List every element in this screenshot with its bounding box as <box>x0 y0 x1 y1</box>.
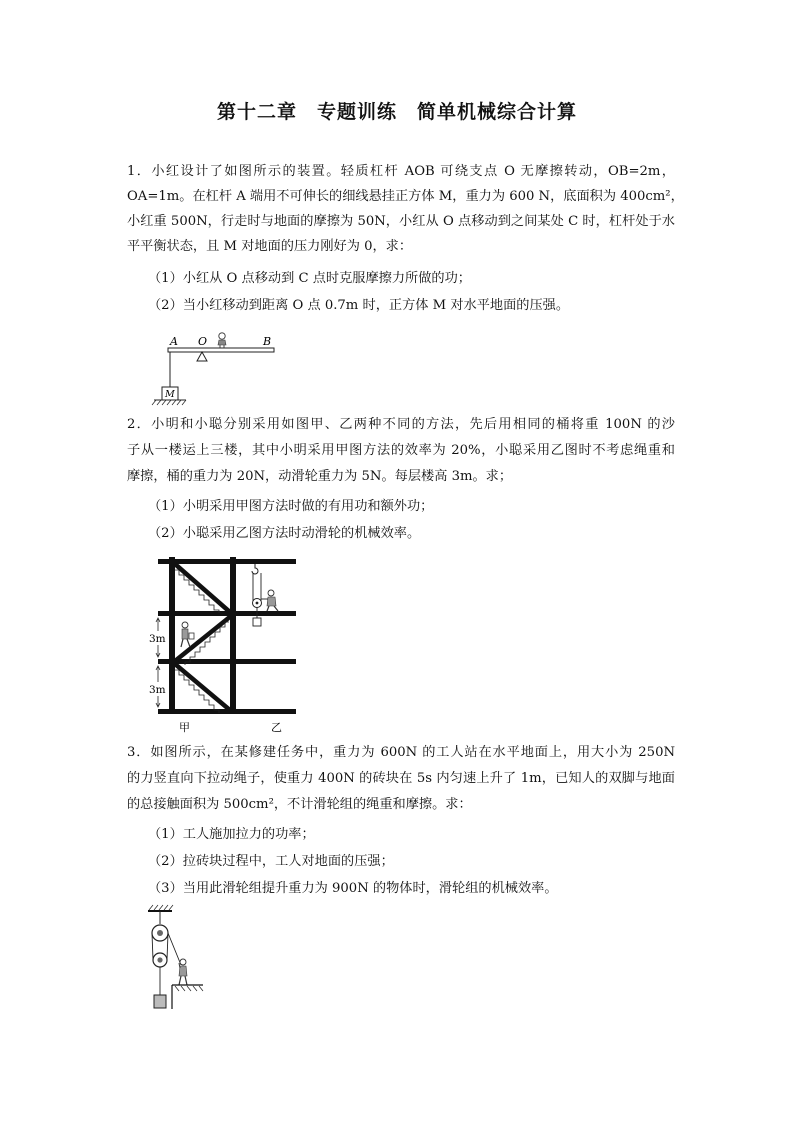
q1-line-3: 小红重 500N，行走时与地面的摩擦为 50N，小红从 O 点移动到之间某处 C 时，杠杆处于水 <box>127 214 675 229</box>
page-title: 第十二章 专题训练 简单机械综合计算 <box>216 101 577 123</box>
lever-label-b: B <box>263 335 272 348</box>
q2-line-2: 子从一楼运上三楼，其中小明采用甲图方法的效率为 20%，小聪采用乙图时不考虑绳重和 <box>127 443 675 458</box>
q3-line-3: 的总接触面积为 500cm²，不计滑轮组的绳重和摩擦。求： <box>127 797 472 812</box>
lever-bar <box>168 348 274 352</box>
lever-label-a: A <box>170 335 178 348</box>
worker-ground-hatch <box>175 986 203 991</box>
q1-line-2: OA=1m。在杠杆 A 端用不可伸长的细线悬挂正方体 M，重力为 600 N，底面积为 400cm²， <box>127 189 684 204</box>
building-figure <box>145 555 305 737</box>
q2-subquestion-1: （1）小明采用甲图方法时做的有用功和额外功； <box>148 499 434 514</box>
q1-line-4: 平平衡状态，且 M 对地面的压力刚好为 0，求： <box>127 239 413 254</box>
worker-icon <box>179 959 187 985</box>
q2-line-3: 摩擦，桶的重力为 20N，动滑轮重力为 5N。每层楼高 3m。求； <box>127 469 513 484</box>
q1-line-1: 1．小红设计了如图所示的装置。轻质杠杆 AOB 可绕支点 O 无摩擦转动，OB=2m， <box>127 164 675 179</box>
building-frame <box>158 557 296 714</box>
q3-subquestion-3: （3）当用此滑轮组提升重力为 900N 的物体时，滑轮组的机械效率。 <box>148 881 558 896</box>
q2-subquestion-2: （2）小聪采用乙图方法时动滑轮的机械效率。 <box>148 526 421 541</box>
q3-line-1: 3．如图所示，在某修建任务中，重力为 600N 的工人站在水平地面上，用大小为 250N <box>127 745 675 760</box>
brick-block <box>154 995 166 1008</box>
q2-line-1: 2．小明和小聪分别采用如图甲、乙两种不同的方法，先后用相同的桶将重 100N 的沙 <box>127 417 675 432</box>
floor-height-label-2: 3m <box>149 684 166 696</box>
q1-subquestion-2: （2）当小红移动到距离 O 点 0.7m 时，正方体 M 对水平地面的压强。 <box>148 298 570 313</box>
lever-figure <box>150 330 280 406</box>
lever-label-o: O <box>198 335 208 348</box>
q1-subquestion-1: （1）小红从 O 点移动到 C 点时克服摩擦力所做的功； <box>148 271 471 286</box>
ground-hatch <box>152 400 186 405</box>
pulley-block-figure <box>145 905 210 1015</box>
fulcrum-icon <box>197 352 207 361</box>
q3-subquestion-2: （2）拉砖块过程中，工人对地面的压强； <box>148 854 394 869</box>
ceiling-hatch <box>149 905 173 910</box>
figure-label-jia: 甲 <box>179 721 190 734</box>
q3-subquestion-1: （1）工人施加拉力的功率； <box>148 827 315 842</box>
cube-label-m: M <box>165 389 175 400</box>
floor-height-label-1: 3m <box>149 633 166 645</box>
girl-icon <box>218 333 226 348</box>
q3-line-2: 的力竖直向下拉动绳子，使重力 400N 的砖块在 5s 内匀速上升了 1m，已知人的双脚与地面 <box>127 771 675 786</box>
person-carrying-icon <box>181 622 194 647</box>
figure-label-yi: 乙 <box>271 721 282 734</box>
pulley-system-icon <box>252 564 278 626</box>
